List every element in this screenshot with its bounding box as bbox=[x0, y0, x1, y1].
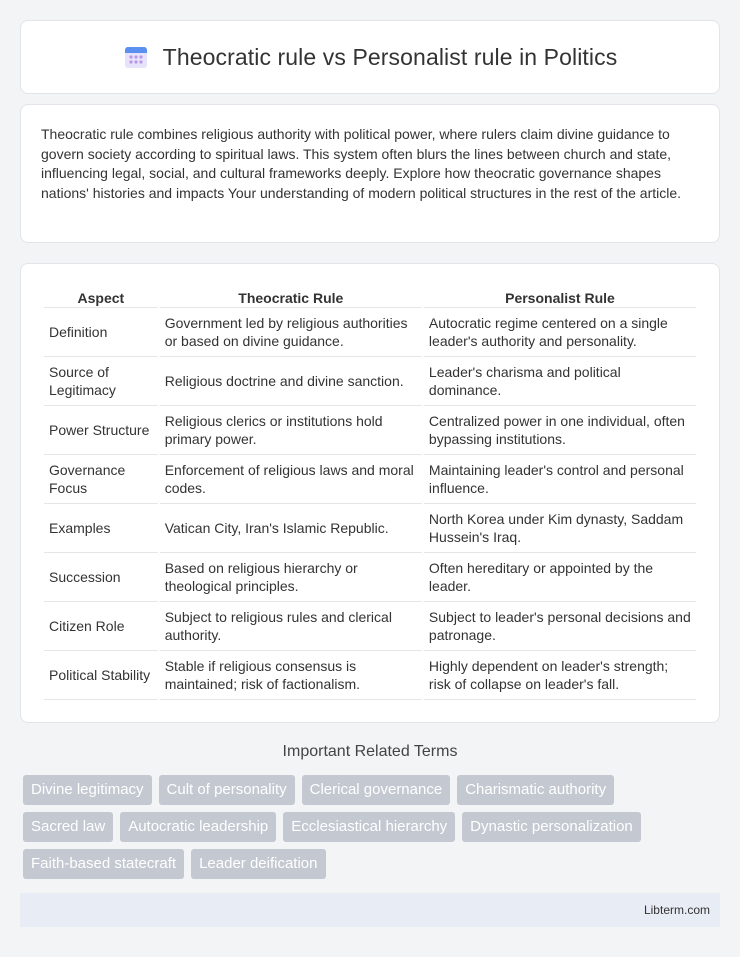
theocratic-cell: Religious clerics or institutions hold primary power. bbox=[160, 406, 422, 455]
theocratic-cell: Stable if religious consensus is maintained; risk of factionalism. bbox=[160, 651, 422, 700]
tag-ecclesiastical-hierarchy[interactable]: Ecclesiastical hierarchy bbox=[283, 812, 455, 842]
title-card bbox=[20, 20, 720, 94]
tag-row bbox=[23, 812, 723, 842]
table-row bbox=[44, 651, 696, 700]
theocratic-cell: Subject to religious rules and clerical authority. bbox=[160, 602, 422, 651]
page-title: Theocratic rule vs Personalist rule in Politics bbox=[162, 43, 618, 70]
comparison-table-card bbox=[20, 263, 720, 723]
table-row bbox=[44, 602, 696, 651]
footer bbox=[20, 893, 720, 927]
tag-row bbox=[23, 775, 723, 805]
tag-charismatic-authority[interactable]: Charismatic authority bbox=[457, 775, 614, 805]
theocratic-cell: Based on religious hierarchy or theological principles. bbox=[160, 553, 422, 602]
related-terms-list bbox=[23, 775, 723, 886]
aspect-cell: Governance Focus bbox=[44, 455, 158, 504]
table-row bbox=[44, 357, 696, 406]
personalist-cell: Subject to leader's personal decisions and patronage. bbox=[424, 602, 696, 651]
tag-dynastic-personalization[interactable]: Dynastic personalization bbox=[462, 812, 641, 842]
aspect-cell: Succession bbox=[44, 553, 158, 602]
personalist-cell: Leader's charisma and political dominance. bbox=[424, 357, 696, 406]
tag-cult-of-personality[interactable]: Cult of personality bbox=[159, 775, 295, 805]
aspect-cell: Definition bbox=[44, 308, 158, 357]
theocratic-cell: Government led by religious authorities or based on divine guidance. bbox=[160, 308, 422, 357]
personalist-cell: Centralized power in one individual, often bypassing institutions. bbox=[424, 406, 696, 455]
header-personalist: Personalist Rule bbox=[424, 282, 696, 308]
header-theocratic: Theocratic Rule bbox=[160, 282, 422, 308]
theocratic-cell: Religious doctrine and divine sanction. bbox=[160, 357, 422, 406]
table-header-row bbox=[44, 282, 696, 308]
personalist-cell: North Korea under Kim dynasty, Saddam Hussein's Iraq. bbox=[424, 504, 696, 553]
tag-faith-based-statecraft[interactable]: Faith-based statecraft bbox=[23, 849, 184, 879]
intro-card bbox=[20, 104, 720, 243]
table-row bbox=[44, 504, 696, 553]
table-row bbox=[44, 455, 696, 504]
comparison-table bbox=[42, 282, 698, 700]
tag-sacred-law[interactable]: Sacred law bbox=[23, 812, 113, 842]
intro-text: Theocratic rule combines religious authority with political power, where rulers claim divine guidance to govern society according to spiritual laws. This system often blurs the lines between church and state, influencing legal, social, and cultural frameworks deeply. Explore how theocratic governance shapes nations' histories and impacts Your understanding of modern political structures in the rest of the article. bbox=[41, 126, 682, 201]
tag-clerical-governance[interactable]: Clerical governance bbox=[302, 775, 451, 805]
aspect-cell: Power Structure bbox=[44, 406, 158, 455]
table-row bbox=[44, 553, 696, 602]
table-row bbox=[44, 406, 696, 455]
tag-divine-legitimacy[interactable]: Divine legitimacy bbox=[23, 775, 152, 805]
personalist-cell: Highly dependent on leader's strength; risk of collapse on leader's fall. bbox=[424, 651, 696, 700]
calendar-grid-icon bbox=[123, 44, 149, 70]
aspect-cell: Source of Legitimacy bbox=[44, 357, 158, 406]
table-row bbox=[44, 308, 696, 357]
related-terms-title: Important Related Terms bbox=[282, 743, 458, 760]
personalist-cell: Maintaining leader's control and personal influence. bbox=[424, 455, 696, 504]
tag-autocratic-leadership[interactable]: Autocratic leadership bbox=[120, 812, 276, 842]
footer-site-link[interactable]: Libterm.com bbox=[643, 903, 710, 917]
header-aspect: Aspect bbox=[44, 282, 158, 308]
personalist-cell: Autocratic regime centered on a single leader's authority and personality. bbox=[424, 308, 696, 357]
aspect-cell: Citizen Role bbox=[44, 602, 158, 651]
personalist-cell: Often hereditary or appointed by the leader. bbox=[424, 553, 696, 602]
aspect-cell: Examples bbox=[44, 504, 158, 553]
tag-row bbox=[23, 849, 723, 879]
tag-leader-deification[interactable]: Leader deification bbox=[191, 849, 325, 879]
aspect-cell: Political Stability bbox=[44, 651, 158, 700]
theocratic-cell: Vatican City, Iran's Islamic Republic. bbox=[160, 504, 422, 553]
theocratic-cell: Enforcement of religious laws and moral codes. bbox=[160, 455, 422, 504]
